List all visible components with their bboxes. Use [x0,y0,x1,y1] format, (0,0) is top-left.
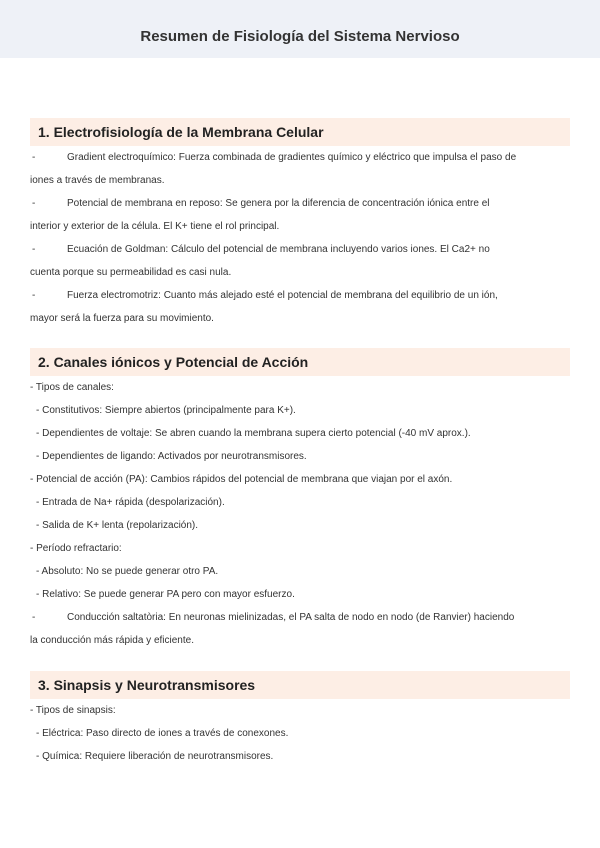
continuation-line: interior y exterior de la célula. El K+ tiene el rol principal. [30,221,280,232]
section-heading: 2. Canales iónicos y Potencial de Acción [30,348,570,376]
sub-list-item: - Química: Requiere liberación de neurotransmisores. [36,751,274,762]
sub-list-item: - Entrada de Na+ rápida (despolarización). [36,497,225,508]
page-header [0,0,600,58]
bullet-line: - Fuerza electromotriz: Cuanto más alejado esté el potencial de membrana del equilibrio de un ión, [32,290,498,301]
bullet-line: - Gradient electroquímico: Fuerza combinada de gradientes químico y eléctrico que impulsa el paso de [32,152,517,163]
continuation-line: cuenta porque su permeabilidad es casi nula. [30,267,232,278]
list-item: - Tipos de sinapsis: [30,705,116,716]
continuation-line: mayor será la fuerza para su movimiento. [30,313,214,324]
sub-list-item: - Absoluto: No se puede generar otro PA. [36,566,219,577]
sub-list-item: - Dependientes de voltaje: Se abren cuando la membrana supera cierto potencial (-40 mV aprox.). [36,428,471,439]
bullet-line: - Conducción saltatòria: En neuronas mielinizadas, el PA salta de nodo en nodo (de Ranvier) haciendo [32,612,515,623]
continuation-line: iones a través de membranas. [30,175,165,186]
sub-list-item: - Relativo: Se puede generar PA pero con mayor esfuerzo. [36,589,295,600]
section-2 [30,348,570,652]
section-heading: 3. Sinapsis y Neurotransmisores [30,671,570,699]
sub-list-item: - Salida de K+ lenta (repolarización). [36,520,199,531]
section-heading: 1. Electrofisiología de la Membrana Celular [30,118,570,146]
sub-list-item: - Constitutivos: Siempre abiertos (principalmente para K+). [36,405,296,416]
sub-list-item: - Dependientes de ligando: Activados por neurotransmisores. [36,451,307,462]
continuation-line: la conducción más rápida y eficiente. [30,635,194,646]
section-3 [30,671,570,768]
list-item: - Tipos de canales: [30,382,114,393]
bullet-line: - Ecuación de Goldman: Cálculo del potencial de membrana incluyendo varios iones. El Ca2+ no [32,244,490,255]
page-title: Resumen de Fisiología del Sistema Nervioso [140,27,460,45]
list-item: - Potencial de acción (PA): Cambios rápidos del potencial de membrana que viajan por el axón. [30,474,453,485]
section-1 [30,118,570,330]
bullet-line: - Potencial de membrana en reposo: Se genera por la diferencia de concentración iónica entre el [32,198,490,209]
list-item: - Período refractario: [30,543,122,554]
sub-list-item: - Eléctrica: Paso directo de iones a través de conexones. [36,728,289,739]
